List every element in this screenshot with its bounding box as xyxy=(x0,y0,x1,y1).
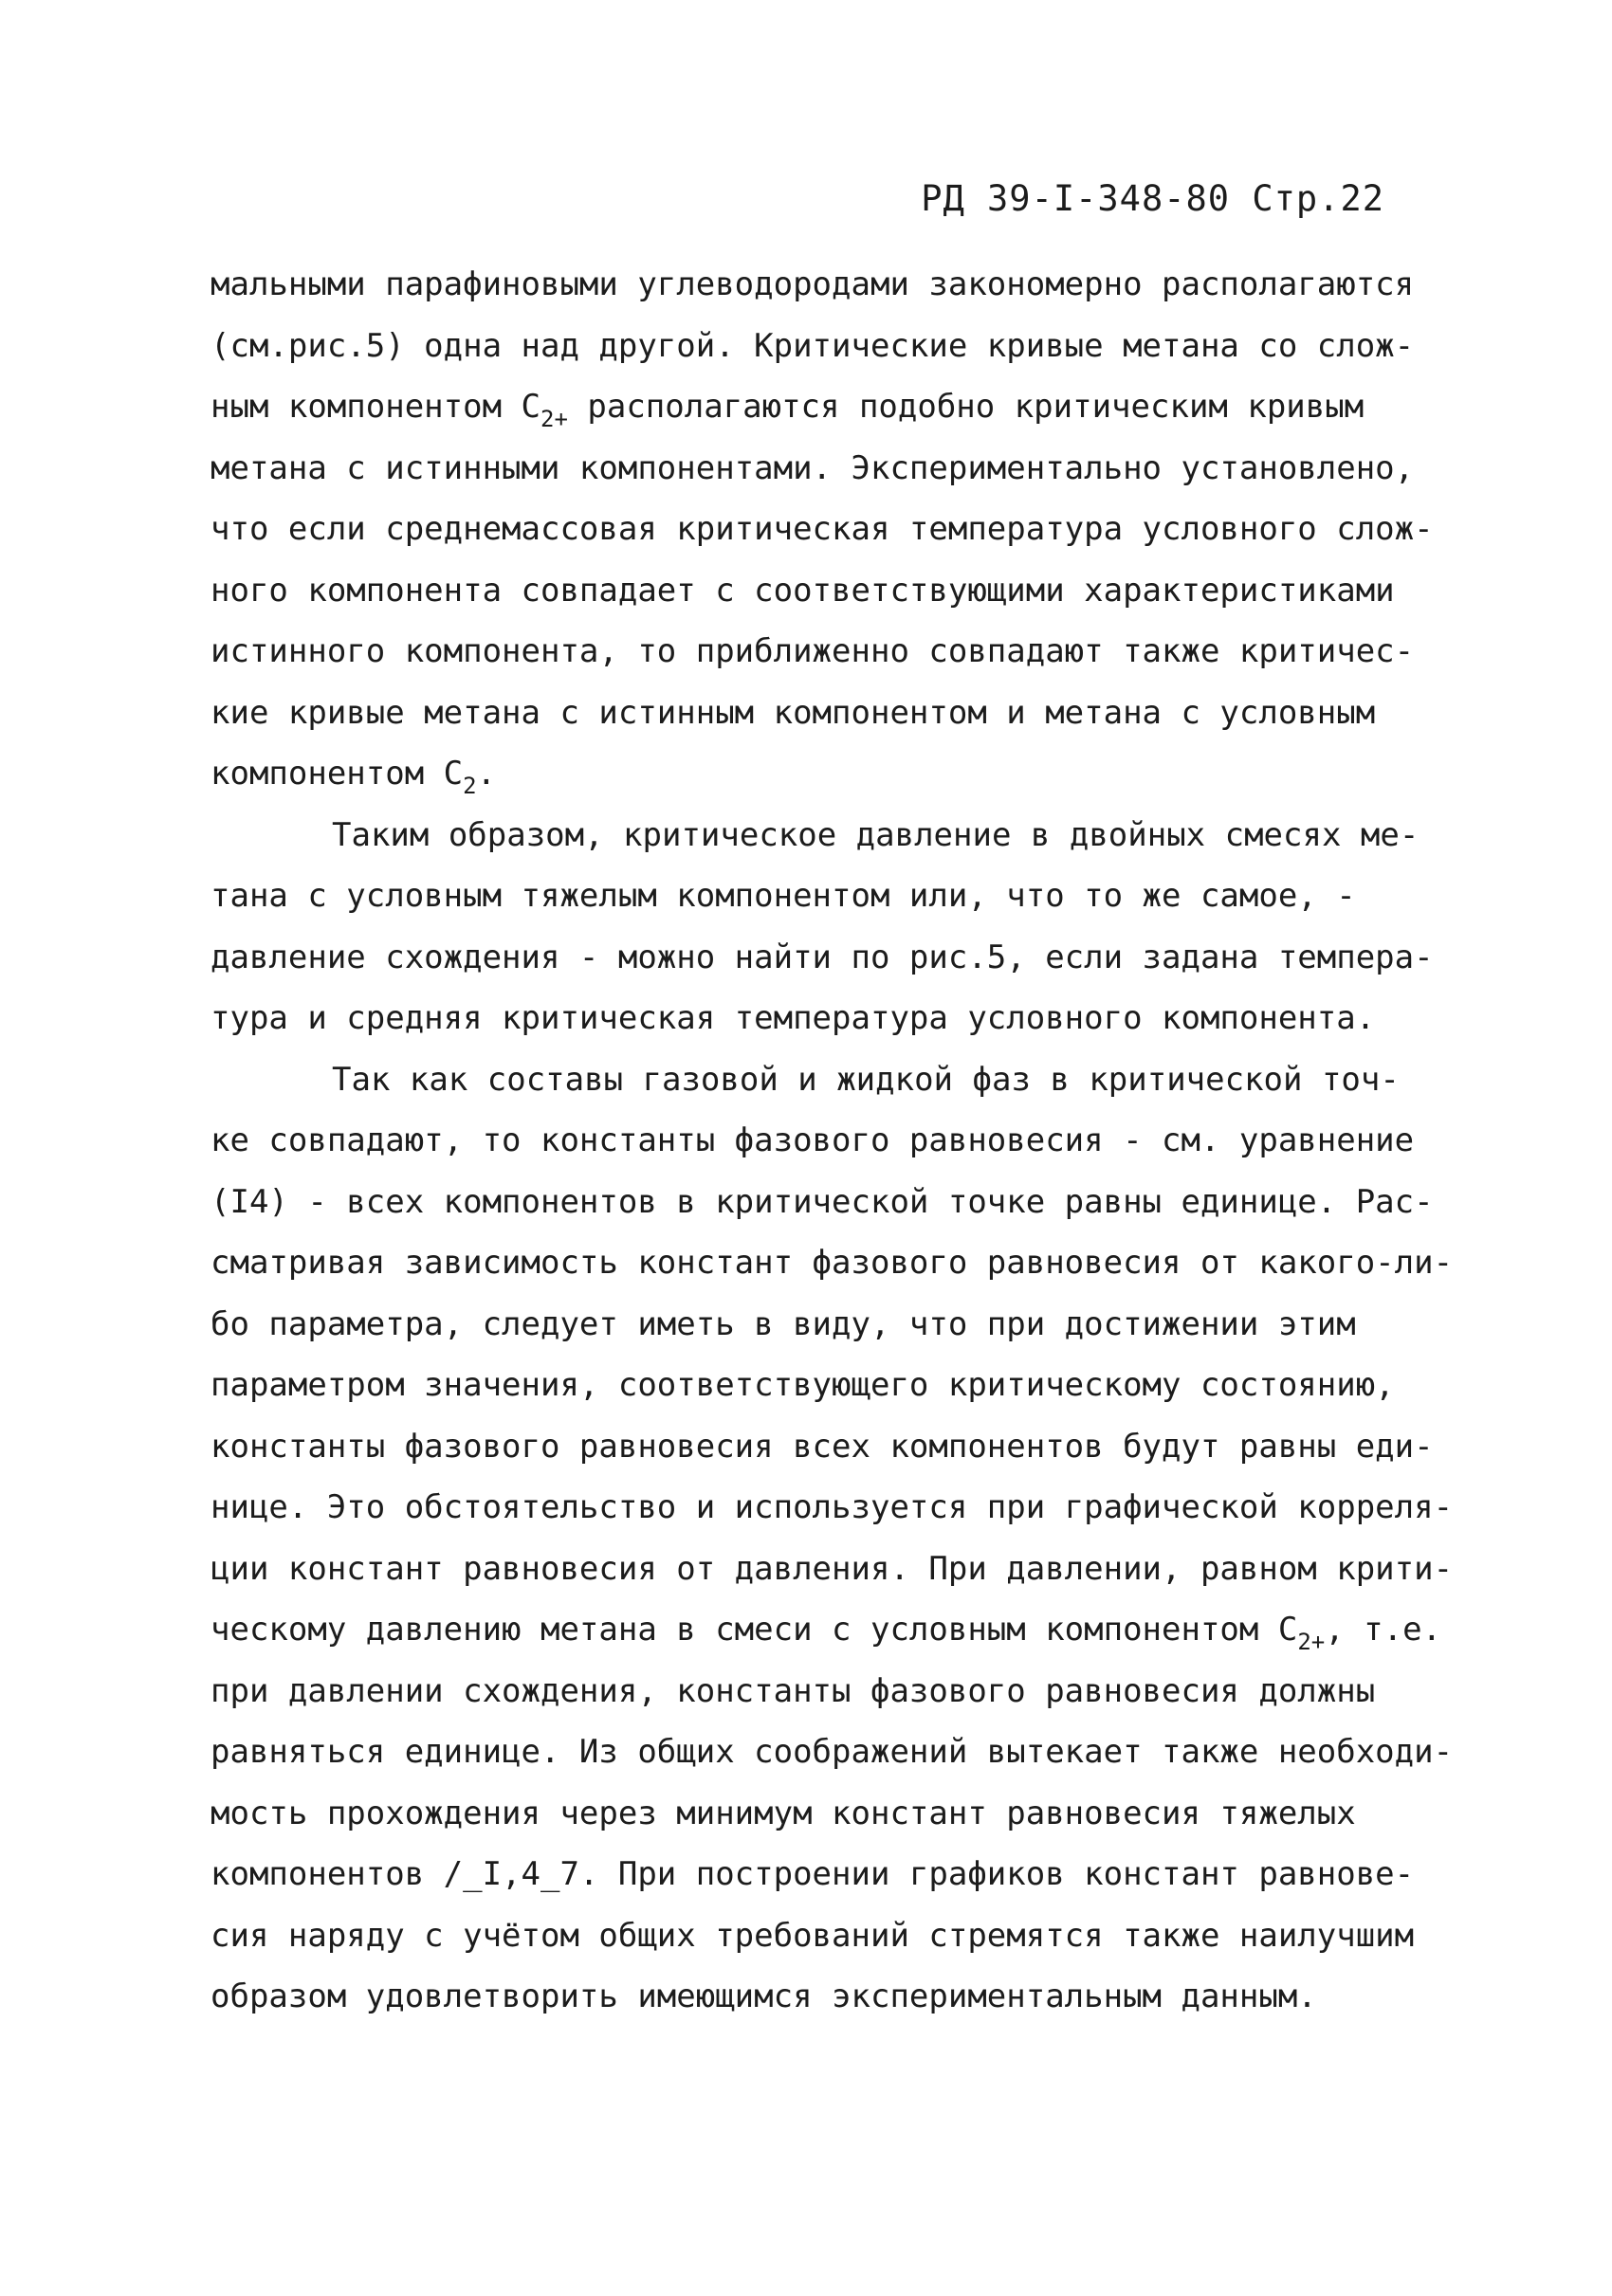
text-run: компонентов /_I,4_7. При построении графиков констант равнове- xyxy=(211,1855,1415,1893)
text-line xyxy=(211,499,1434,560)
text-run: равняться единице. Из общих соображений вытекает также необходи- xyxy=(211,1733,1454,1771)
text-run: константы фазового равновесия всех компонентов будут равны еди- xyxy=(211,1427,1434,1466)
text-run: ции констант равновесия от давления. При давлении, равном крити- xyxy=(211,1549,1454,1588)
text-line xyxy=(211,988,1405,1049)
text-run: что если среднемассовая критическая температура условного слож- xyxy=(211,510,1434,548)
text-run: ного компонента совпадает с соответствующими характеристиками xyxy=(211,571,1395,610)
text-run: давление схождения - можно найти по рис.5, если задана темпера- xyxy=(211,938,1434,976)
text-line xyxy=(211,1232,1454,1294)
text-line xyxy=(211,1110,1415,1172)
text-run: Таким образом, критическое давление в двойных смесях ме- xyxy=(332,815,1420,854)
body-text xyxy=(211,254,1454,2028)
text-run: располагаются подобно критическим кривым xyxy=(567,388,1365,426)
text-run: бо параметра, следует иметь в виду, что при достижении этим xyxy=(211,1304,1356,1343)
text-line xyxy=(211,805,1420,866)
text-run: ке совпадают, то константы фазового равновесия - см. уравнение xyxy=(211,1121,1415,1159)
text-run: , т.е. xyxy=(1325,1611,1442,1649)
text-run: мальными парафиновыми углеводородами закономерно располагаются xyxy=(211,265,1415,303)
text-line xyxy=(211,743,1405,805)
text-line xyxy=(211,1049,1405,1111)
text-line xyxy=(211,1966,1405,2028)
subscript: 2 xyxy=(463,773,477,799)
text-run: ным компонентом С xyxy=(211,388,540,426)
text-run: нице. Это обстоятельство и используется при графической корреля- xyxy=(211,1488,1454,1526)
text-line xyxy=(211,316,1415,377)
text-run: мость прохождения через минимум констант равновесия тяжелых xyxy=(211,1794,1356,1832)
text-run: кие кривые метана с истинным компонентом и метана с условным xyxy=(211,693,1376,732)
text-line xyxy=(211,927,1434,989)
text-run: метана с истинными компонентами. Экспериментально установлено, xyxy=(211,448,1415,487)
text-run: параметром значения, соответствующего критическому состоянию, xyxy=(211,1366,1395,1404)
text-run: истинного компонента, то приближенно совпадают также критичес- xyxy=(211,632,1415,670)
text-run: компонентом С xyxy=(211,755,464,793)
text-line xyxy=(211,1539,1454,1600)
text-line xyxy=(211,1783,1405,1845)
text-run: ческому давлению метана в смеси с условным компонентом С xyxy=(211,1611,1298,1649)
text-line xyxy=(211,376,1405,438)
text-run: образом удовлетворить имеющимся экспериментальным данным. xyxy=(211,1977,1317,2015)
subscript: 2+ xyxy=(1297,1629,1326,1655)
text-line xyxy=(211,438,1415,500)
text-run: тура и средняя критическая температура условного компонента. xyxy=(211,999,1376,1037)
text-run: тана с условным тяжелым компонентом или, что то же самое, - xyxy=(211,877,1356,915)
text-line xyxy=(211,1294,1405,1356)
text-line xyxy=(211,621,1415,683)
page-header: РД 39-I-348-80 Стр.22 xyxy=(921,178,1384,219)
text-run: при давлении схождения, константы фазового равновесия должны xyxy=(211,1671,1376,1710)
text-line xyxy=(211,1355,1405,1416)
text-line xyxy=(211,1722,1454,1783)
text-run: (см.рис.5) одна над другой. Критические кривые метана со слож- xyxy=(211,326,1415,365)
text-line xyxy=(211,1661,1405,1722)
text-line xyxy=(211,1844,1415,1905)
text-line xyxy=(211,1599,1442,1661)
text-line xyxy=(211,1172,1434,1233)
text-line xyxy=(211,560,1405,622)
text-line xyxy=(211,1416,1434,1478)
text-line xyxy=(211,1905,1415,1967)
text-line xyxy=(211,866,1405,927)
subscript: 2+ xyxy=(540,406,568,432)
text-run: (I4) - всех компонентов в критической точке равны единице. Рас- xyxy=(211,1182,1434,1221)
text-line xyxy=(211,683,1405,744)
text-line xyxy=(211,254,1415,316)
text-run: сия наряду с учётом общих требований стремятся также наилучшим xyxy=(211,1916,1415,1955)
text-line xyxy=(211,1477,1454,1539)
text-run: сматривая зависимость констант фазового равновесия от какого-ли- xyxy=(211,1244,1454,1282)
text-run: . xyxy=(476,755,497,793)
text-run: Так как составы газовой и жидкой фаз в критической точ- xyxy=(332,1060,1400,1099)
